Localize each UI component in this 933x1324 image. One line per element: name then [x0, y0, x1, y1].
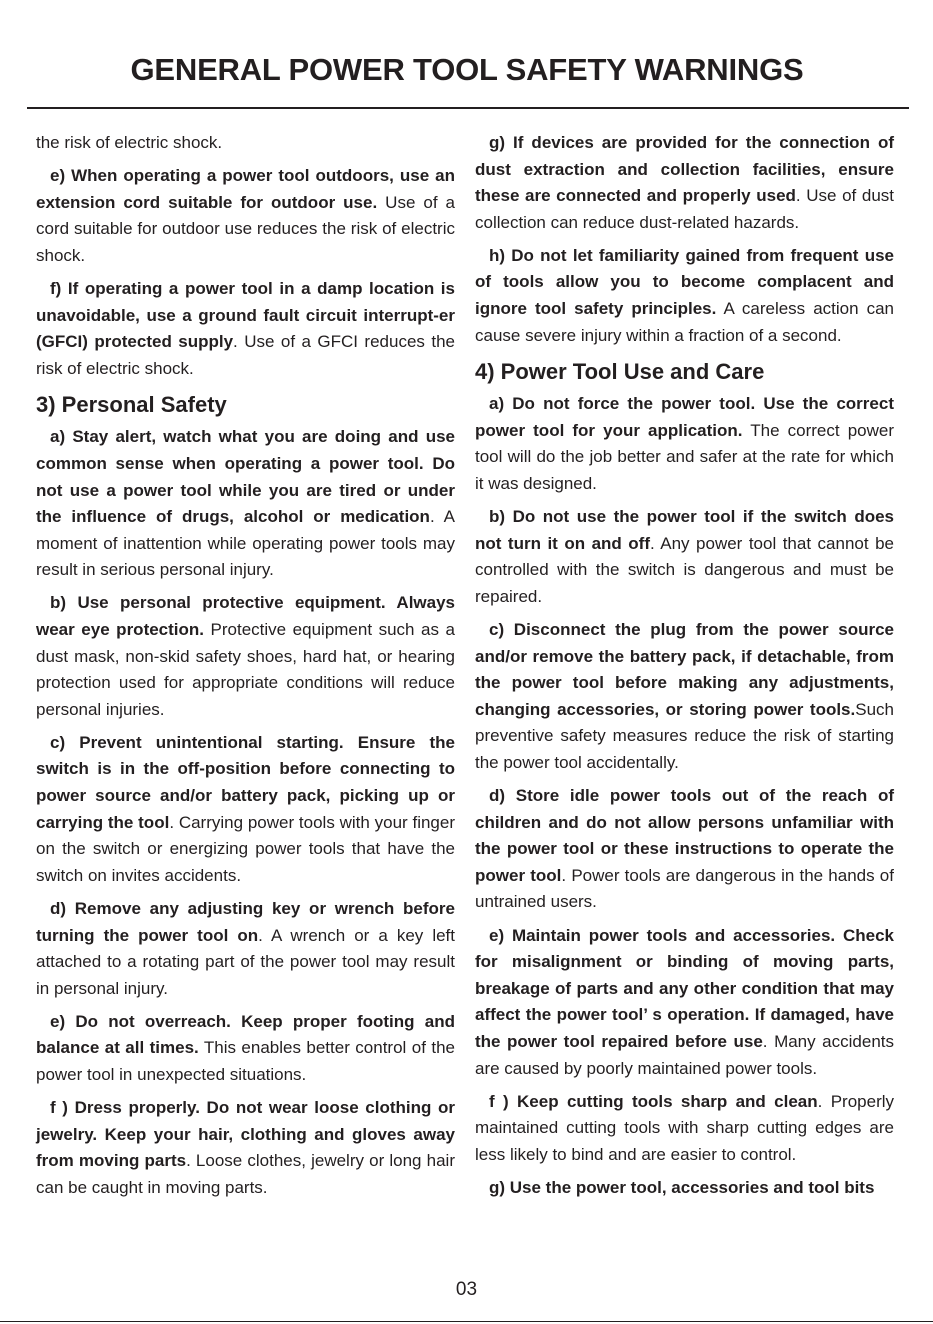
warning-heading: e) Do not overreach. Keep proper footing and balance at all times. — [36, 1011, 455, 1058]
paragraph-familiarity — [475, 243, 894, 349]
paragraph-adjusting-key — [36, 896, 455, 1002]
paragraph-store-idle-tools — [475, 783, 894, 916]
warning-heading: e) When operating a power tool outdoors, use an extension cord suitable for outdoor use. — [36, 166, 455, 212]
header-divider — [27, 107, 909, 109]
paragraph-dust-extraction — [475, 130, 894, 236]
warning-heading: e) Maintain power tools and accessories. Check for misalignment or binding of moving parts, breakage of parts and any other condition that may affect the power tool’ s operation. If damaged, have the power tool repaired before use — [475, 925, 894, 1051]
warning-text: Such preventive safety measures reduce the risk of starting the power tool accidentally. — [475, 699, 894, 772]
paragraph-maintain-tools — [475, 923, 894, 1083]
warning-text: Protective equipment such as a dust mask, non-skid safety shoes, hard hat, or hearing protection used for appropriate conditions will reduce personal injuries. — [36, 620, 455, 719]
warning-heading: a) Do not force the power tool. Use the correct power tool for your application. — [475, 394, 894, 440]
paragraph-unintentional-starting — [36, 730, 455, 890]
page-title: GENERAL POWER TOOL SAFETY WARNINGS — [130, 52, 804, 87]
paragraph-dress-properly — [36, 1095, 455, 1201]
right-column — [475, 130, 894, 1208]
paragraph-do-not-force — [475, 391, 894, 497]
warning-text: . Properly maintained cutting tools with sharp cutting edges are less likely to bind and are easier to control. — [475, 1091, 895, 1164]
warning-text: . A wrench or a key left attached to a rotating part of the power tool may result in personal injury. — [36, 925, 455, 998]
paragraph-switch — [475, 504, 894, 610]
warning-heading: f ) Dress properly. Do not wear loose clothing or jewelry. Keep your hair, clothing and gloves away from moving parts — [36, 1098, 455, 1171]
paragraph-cutting-tools — [475, 1089, 894, 1169]
paragraph-gfci — [36, 276, 455, 382]
warning-heading: b) Do not use the power tool if the switch does not turn it on and off — [475, 507, 894, 553]
paragraph-outdoor-extension-cord — [36, 163, 455, 269]
warning-text: This enables better control of the power tool in unexpected situations. — [36, 1038, 455, 1084]
warning-heading: f) If operating a power tool in a damp location is unavoidable, use a ground fault circuit interrupt-er (GFCI) protected supply — [36, 278, 455, 352]
paragraph-continuation: the risk of electric shock. — [36, 133, 223, 152]
left-column — [36, 130, 455, 1208]
warning-text: . Use of a GFCI reduces the risk of electric shock. — [36, 332, 455, 378]
warning-text: A careless action can cause severe injury within a fraction of a second. — [475, 299, 895, 345]
section-heading-personal-safety: 3) Personal Safety — [36, 392, 227, 418]
paragraph-overreach — [36, 1009, 455, 1089]
warning-heading: g) If devices are provided for the connection of dust extraction and collection facilities, ensure these are connected and properly used — [475, 133, 894, 206]
warning-text: The correct power tool will do the job better and safer at the rate for which it was designed. — [475, 420, 894, 494]
paragraph-protective-equipment — [36, 590, 455, 723]
warning-heading: d) Remove any adjusting key or wrench before turning the power tool on — [36, 898, 455, 945]
paragraph-stay-alert — [36, 424, 455, 584]
warning-text: . A moment of inattention while operating power tools may result in serious personal injury. — [36, 507, 455, 580]
warning-heading: g) Use the power tool, accessories and tool bits — [489, 1177, 875, 1197]
warning-text: . Carrying power tools with your finger on the switch or energizing power tools that have the switch on invites accidents. — [36, 812, 456, 885]
warning-heading: f ) Keep cutting tools sharp and clean — [489, 1091, 818, 1111]
warning-heading: b) Use personal protective equipment. Always wear eye protection. — [36, 593, 455, 639]
warning-text: Use of a cord suitable for outdoor use reduces the risk of electric shock. — [36, 192, 455, 265]
page-number: 03 — [455, 1279, 478, 1300]
warning-heading: a) Stay alert, watch what you are doing and use common sense when operating a power tool. Do not use a power tool while you are tired or under the influence of drugs, alcohol or medication — [36, 427, 455, 527]
warning-heading: c) Prevent unintentional starting. Ensure the switch is in the off-position before connecting to power source and/or battery pack, picking up or carrying the tool — [36, 732, 455, 832]
warning-text: . Use of dust collection can reduce dust-related hazards. — [475, 186, 895, 232]
warning-text: . Power tools are dangerous in the hands of untrained users. — [475, 865, 894, 912]
paragraph-disconnect-plug — [475, 617, 894, 777]
warning-heading: c) Disconnect the plug from the power source and/or remove the battery pack, if detachable, from the power tool before making any adjustments, changing accessories, or storing power tools. — [475, 620, 894, 719]
warning-text: . Many accidents are caused by poorly maintained power tools. — [475, 1031, 895, 1078]
section-heading-power-tool-use: 4) Power Tool Use and Care — [475, 359, 765, 385]
warning-text: . Loose clothes, jewelry or long hair can be caught in moving parts. — [36, 1151, 455, 1197]
warning-heading: d) Store idle power tools out of the reach of children and do not allow persons unfamiliar with the power tool or these instructions to operate the power tool — [475, 786, 894, 885]
warning-text: . Any power tool that cannot be controlled with the switch is dangerous and must be repaired. — [475, 533, 894, 606]
warning-heading: h) Do not let familiarity gained from frequent use of tools allow you to become complacent and ignore tool safety principles. — [475, 245, 894, 319]
paragraph-use-accessories — [475, 1175, 894, 1202]
footer-divider — [0, 1321, 933, 1322]
